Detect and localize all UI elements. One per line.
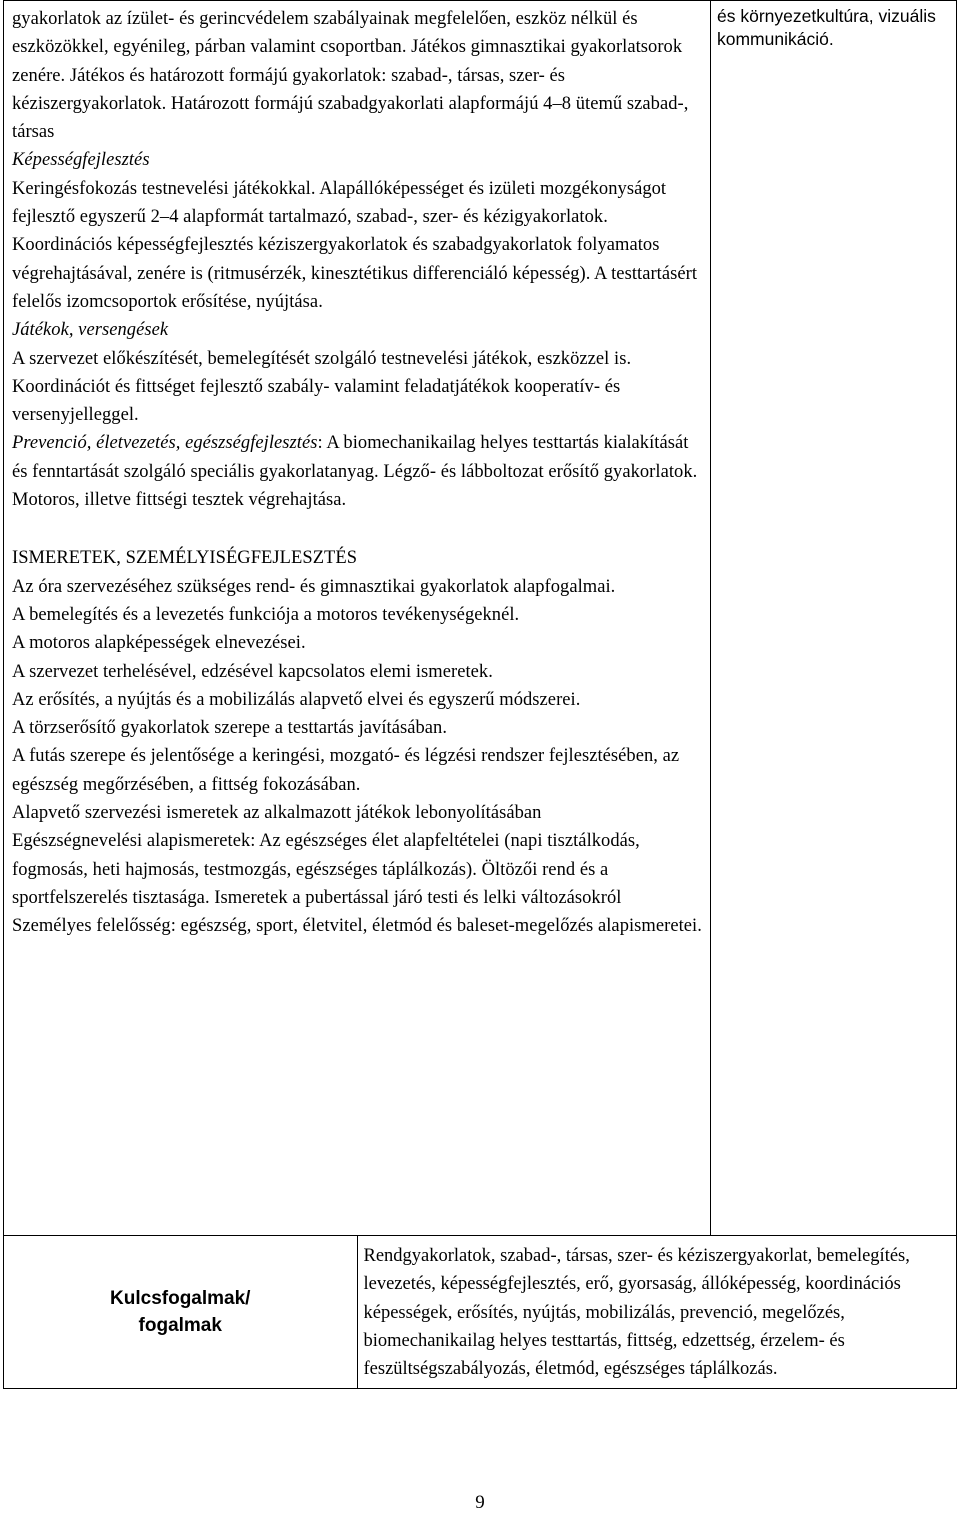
page-number: 9 xyxy=(475,1492,485,1513)
main-content xyxy=(4,1,710,941)
activity-paragraph-2: Keringésfokozás testnevelési játékokkal. Alapállóképességet és izületi mozgékonyságot fejlesztő egyszerű 2–4 alapformát tartalmazó, szabad-, szer- és kézigyakorlatok. Koordinációs képességfejlesztés kéziszergyakorlatok és szabadgyakorlatok folyamatos végrehajtásával, zenére is (ritmusérzék, kinesztétikus differenciáló képesség). A testtartásért felelős izomcsoportok erősítése, nyújtása. xyxy=(12,178,698,312)
knowledge-item: Alapvető szervezési ismeretek az alkalmazott játékok lebonyolításában xyxy=(12,803,542,824)
key-concepts-text-cell xyxy=(357,1236,957,1389)
content-row xyxy=(4,1,957,1236)
main-content-cell xyxy=(4,1,711,1236)
section-heading-games: Játékok, versengések xyxy=(12,320,169,341)
prevention-label: Prevenció, életvezetés, egészségfejlesztés xyxy=(12,433,318,454)
knowledge-heading: ISMERETEK, SZEMÉLYISÉGFEJLESZTÉS xyxy=(12,548,358,569)
key-concepts-label-cell xyxy=(4,1236,358,1389)
section-heading-skills: Képességfejlesztés xyxy=(12,150,150,171)
knowledge-item: A futás szerepe és jelentősége a keringési, mozgató- és légzési rendszer fejlesztésében, az egészség megőrzésében, a fittség fokozásában. xyxy=(12,746,680,795)
side-connections-cell xyxy=(711,1,957,1236)
knowledge-item: Az erősítés, a nyújtás és a mobilizálás alapvető elvei és egyszerű módszerei. xyxy=(12,689,581,710)
key-concepts-label-line1: Kulcsfogalmak/ xyxy=(110,1288,251,1309)
knowledge-item: A törzserősítő gyakorlatok szerepe a testtartás javításában. xyxy=(12,718,448,739)
key-concepts-text: Rendgyakorlatok, szabad-, társas, szer- és kéziszergyakorlat, bemelegítés, levezetés, képességfejlesztés, erő, gyorsaság, állóképesség, koordinációs képességek, erősítés, nyújtás, mobilizálás, prevenció, megelőzés, biomechanikailag helyes testtartás, fittség, edzettség, érzelem- és feszültségszabályozás, életmód, egészséges táplálkozás. xyxy=(363,1246,910,1380)
prevention-paragraph xyxy=(12,429,704,514)
knowledge-item: A motoros alapképességek elnevezései. xyxy=(12,633,306,654)
knowledge-item: Egészségnevelési alapismeretek: Az egészséges élet alapfeltételei (napi tisztálkodás, fogmosás, heti hajmosás, testmozgás, egészséges táplálkozás). Öltözői rend és a sportfelszerelés tisztasága. Ismeretek a pubertással járó testi és lelki változásokról xyxy=(12,831,640,908)
key-concepts-label-line2: fogalmak xyxy=(138,1315,222,1336)
activity-paragraph-1: gyakorlatok az ízület- és gerincvédelem szabályainak megfelelően, eszköz nélkül és eszközökkel, egyénileg, párban valamint csoportban. Játékos gimnasztikai gyakorlatsorok zenére. Játékos és határozott formájú gyakorlatok: szabad-, társas, szer- és kéziszergyakorlatok. Határozott formájú szabadgyakorlati alapformájú 4–8 ütemű szabad-, társas xyxy=(12,9,689,143)
side-content xyxy=(711,1,956,51)
key-concepts-row xyxy=(4,1236,957,1389)
knowledge-item: A bemelegítés és a levezetés funkciója a motoros tevékenységeknél. xyxy=(12,604,520,625)
activity-paragraph-3: A szervezet előkészítését, bemelegítését szolgáló testnevelési játékok, eszközzel is. Koordinációt és fittséget fejlesztő szabály- valamint feladatjátékok kooperatív- és versenyjelleggel. xyxy=(12,348,632,426)
knowledge-item: Személyes felelősség: egészség, sport, életvitel, életmód és baleset-megelőzés alapismeretei. xyxy=(12,916,702,937)
knowledge-item: Az óra szervezéséhez szükséges rend- és gimnasztikai gyakorlatok alapfogalmai. xyxy=(12,576,616,597)
knowledge-item: A szervezet terhelésével, edzésével kapcsolatos elemi ismeretek. xyxy=(12,661,493,682)
curriculum-table xyxy=(3,0,957,1389)
side-text: és környezetkultúra, vizuális kommunikáció. xyxy=(717,6,936,49)
prevention-text: : A biomechanikailag helyes testtartás kialakítását és fenntartását szolgáló speciális gyakorlatanyag. Légző- és lábboltozat erősítő gyakorlatok. Motoros, illetve fittségi tesztek végrehajtása. xyxy=(12,433,698,511)
section-gap xyxy=(12,514,704,544)
